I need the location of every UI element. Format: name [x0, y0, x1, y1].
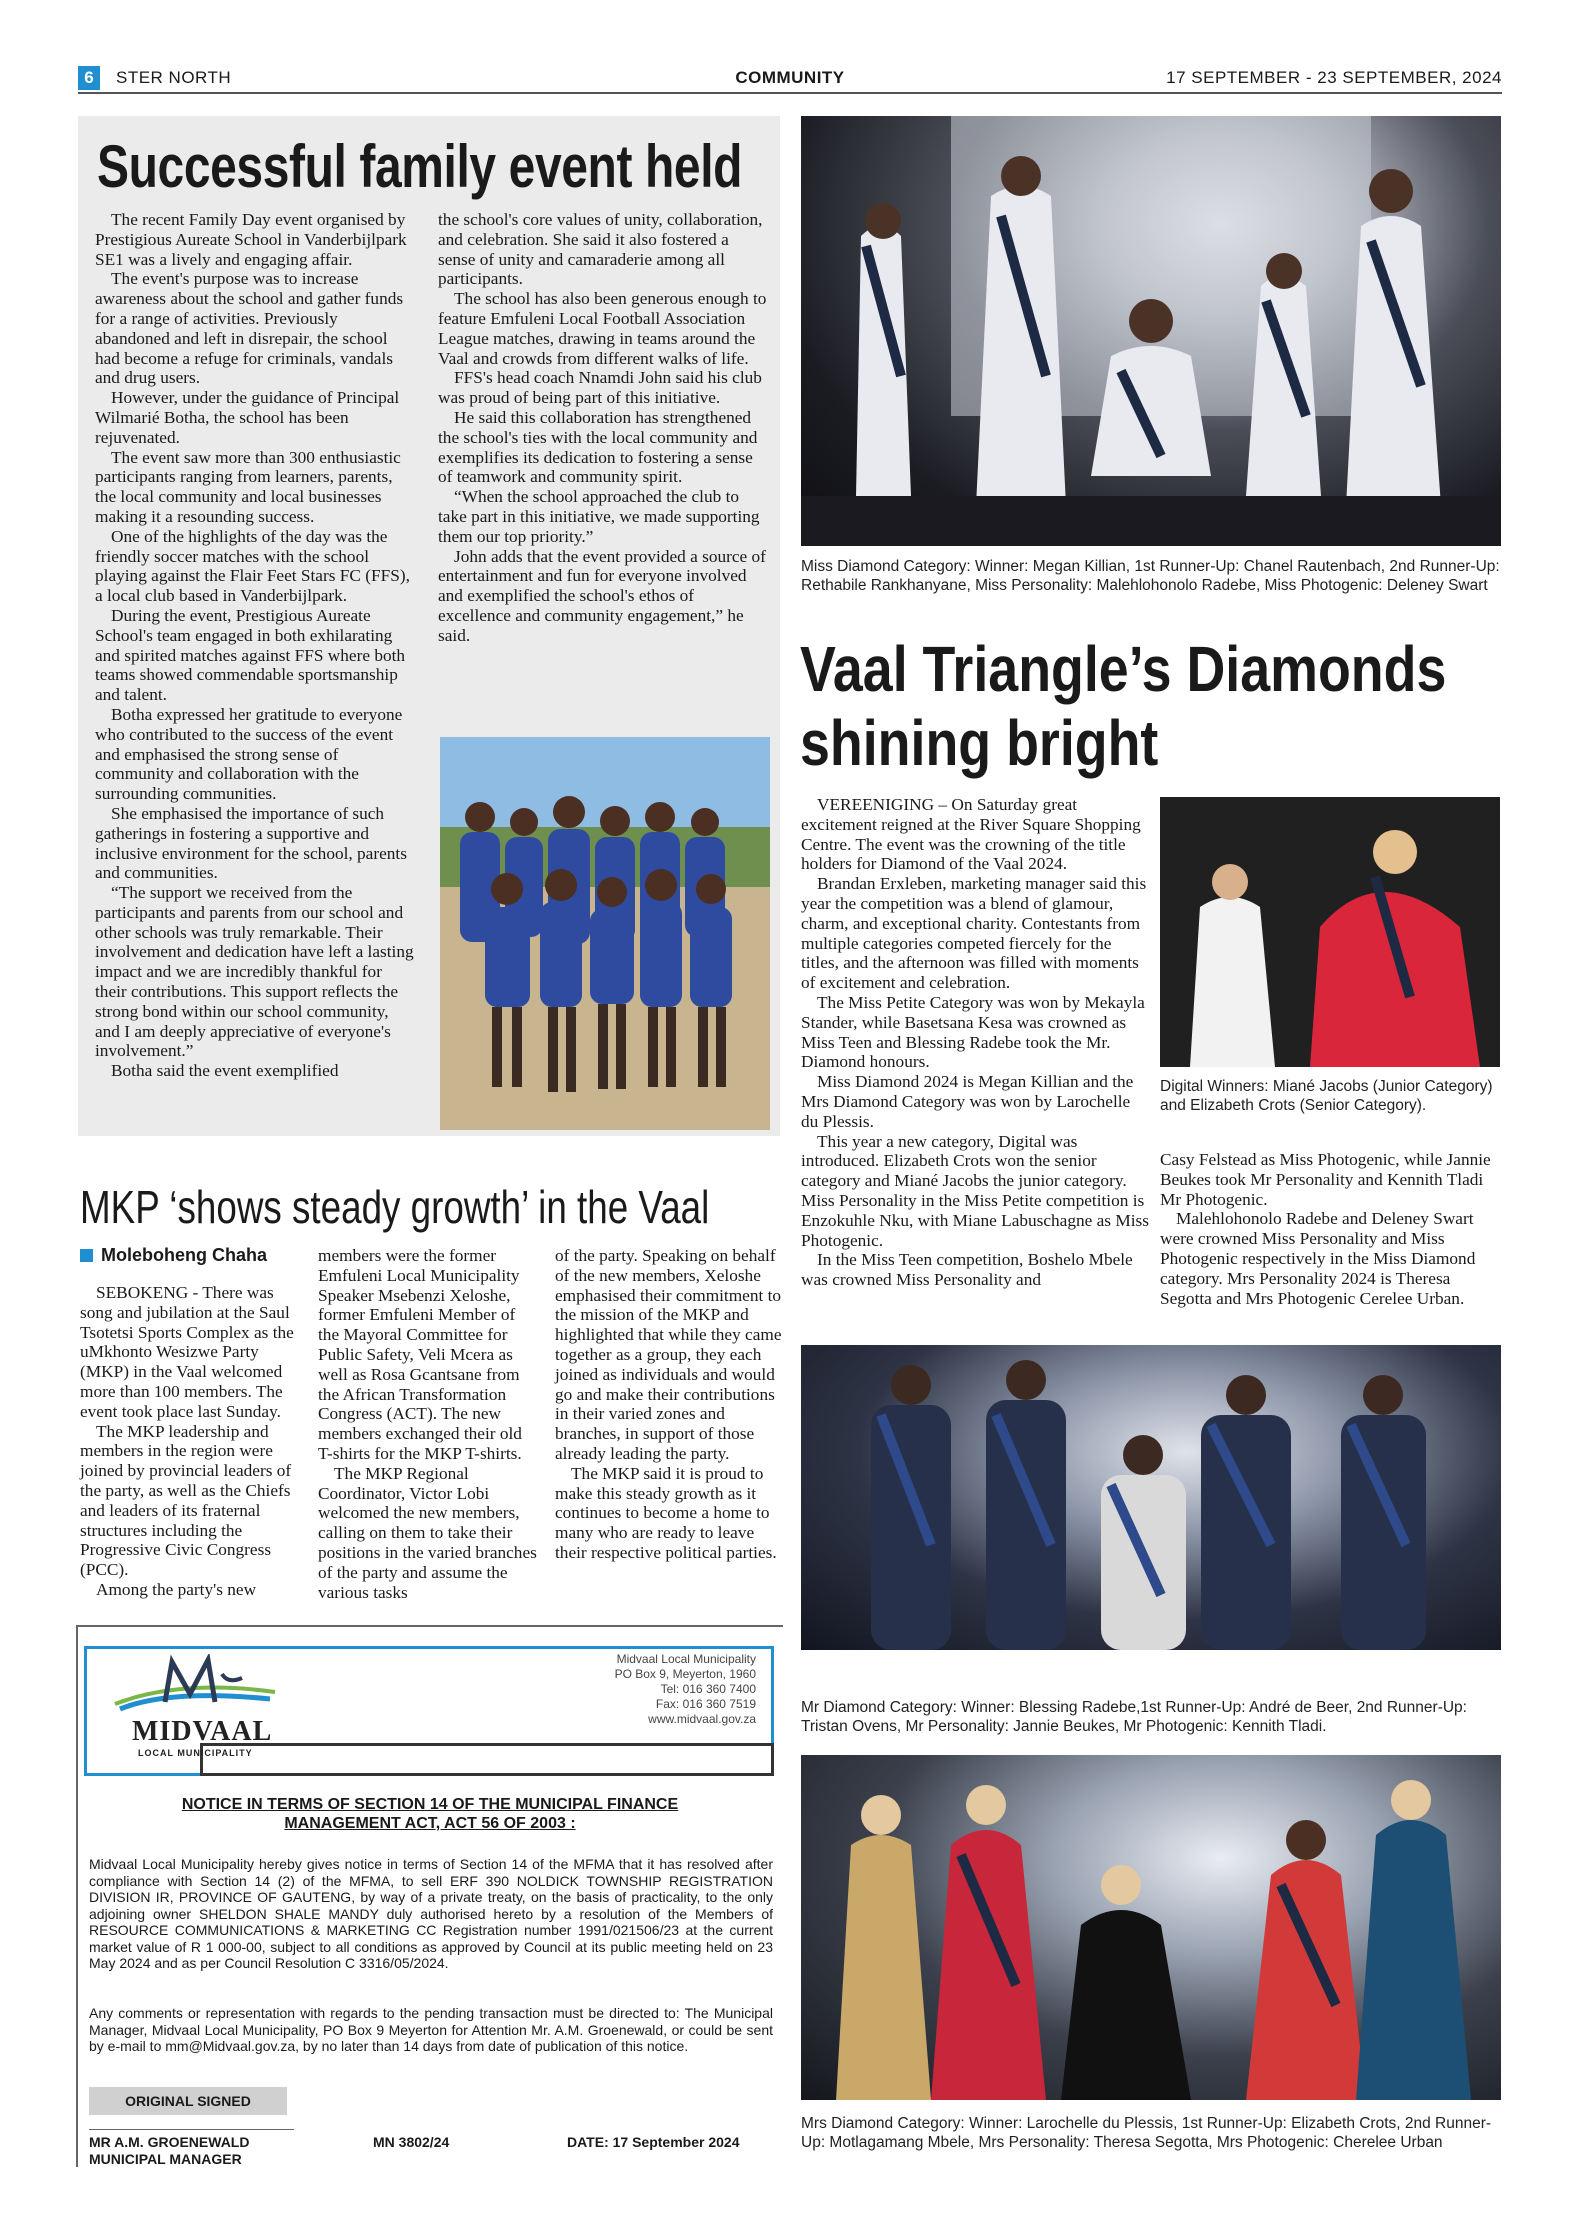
vaal-article-column-1: [801, 795, 1151, 1290]
paragraph: of the party. Speaking on behalf of the new members, Xeloshe emphasised their commitment to the mission of the MKP and highlighted that while they came together as a group, they each joined as individuals and would go and make their contributions in their varied zones and branches, in support of those already leading the party.: [555, 1246, 782, 1463]
signer: [89, 2134, 249, 2168]
byline-square-icon: [80, 1249, 93, 1262]
midvaal-logo-icon: [110, 1654, 280, 1716]
paragraph: members were the former Emfuleni Local Municipality Speaker Msebenzi Xeloshe, former Emfuleni Member of the Mayoral Committee for Public Safety, Veli Mcera as well as Rosa Gcantsane from the African Transformation Congress (ACT). The new members exchanged their old T-shirts for the MKP T-shirts.: [318, 1246, 522, 1463]
paragraph: Botha expressed her gratitude to everyone who contributed to the success of the event and emphasised the strong sense of community and collaboration with the surrounding communities.: [95, 704, 403, 804]
signer-title: MUNICIPAL MANAGER: [89, 2151, 242, 2167]
issue-date: 17 SEPTEMBER - 23 SEPTEMBER, 2024: [1166, 68, 1502, 87]
mr-diamond-photo: [801, 1345, 1501, 1650]
paragraph: One of the highlights of the day was the friendly soccer matches with the school playing against the Flair Feet Stars FC (FFS), a local club based in Vanderbijlpark.: [95, 526, 410, 606]
paragraph: Botha said the event exemplified: [111, 1061, 339, 1081]
family-article-column-1: [95, 210, 415, 1081]
paragraph: The MKP leadership and members in the region were joined by provincial leaders of the party, as well as the Chiefs and leaders of its fraternal structures including the Progressive Civic Congress (PCC).: [80, 1421, 292, 1580]
mkp-article-column-2: [318, 1246, 540, 1602]
mrs-diamond-caption: Mrs Diamond Category: Winner: Larochelle du Plessis, 1st Runner-Up: Elizabeth Crots, 2nd Runner-Up: Motlagamang Mbele, Mrs Personality: Theresa Segotta, Mrs Photogenic: Cherelee Urban: [801, 2115, 1492, 2151]
address-line: www.midvaal.gov.za: [648, 1712, 756, 1726]
logo-subtitle: LOCAL MUNICIPALITY: [138, 1748, 253, 1758]
byline-author: Moleboheng Chaha: [101, 1245, 267, 1265]
paragraph: Brandan Erxleben, marketing manager said this year the competition was a blend of glamour, charm, and exceptional charity. Contestants from multiple categories competed fiercely for the titles, and the afternoon was filled with moments of excitement and celebration.: [801, 874, 1147, 993]
family-article-column-2: [438, 210, 770, 646]
paragraph: “When the school approached the club to take part in this initiative, we made supporting them our top priority.”: [438, 487, 760, 546]
notice-title: [90, 1795, 770, 1833]
paragraph: The MKP said it is proud to make this steady growth as it continues to become a home to many who are ready to leave their respective political parties.: [555, 1463, 777, 1562]
mkp-article-title: MKP ‘shows steady growth’ in the Vaal: [80, 1181, 710, 1233]
digital-winners-illustration: [1160, 797, 1500, 1067]
family-article-title: Successful family event held: [97, 133, 743, 200]
vaal-article-column-2: [1160, 1150, 1500, 1308]
municipality-address: [615, 1652, 756, 1727]
paragraph: The Miss Petite Category was won by Mekayla Stander, while Basetsana Kesa was crowned as Miss Teen and Blessing Radebe took the Mr. Diamond honours.: [801, 992, 1145, 1072]
paragraph: During the event, Prestigious Aureate School's team engaged in both exhilarating and spirited matches against FFS where both teams showed commendable sportsmanship and talent.: [95, 605, 406, 705]
paragraph: Miss Diamond 2024 is Megan Killian and the Mrs Diamond Category was won by Larochelle du Plessis.: [801, 1072, 1134, 1131]
signer-name: MR A.M. GROENEWALD: [89, 2134, 250, 2150]
paragraph: VEREENIGING – On Saturday great excitement reigned at the River Square Shopping Centre. The event was the crowning of the title holders for Diamond of the Vaal 2024.: [801, 795, 1141, 874]
paragraph: Casy Felstead as Miss Photogenic, while Jannie Beukes took Mr Personality and Kennith Tladi Mr Photogenic.: [1160, 1150, 1491, 1209]
mkp-byline: [80, 1245, 267, 1266]
vaal-title-line: shining bright: [800, 707, 1159, 779]
address-line: Fax: 016 360 7519: [655, 1697, 756, 1711]
paragraph: Malehlohonolo Radebe and Deleney Swart were crowned Miss Personality and Miss Photogenic respectively in the Miss Diamond category. Mrs Personality 2024 is Theresa Segotta and Mrs Photogenic Cerelee Urban.: [1160, 1209, 1476, 1308]
paragraph: In the Miss Teen competition, Boshelo Mbele was crowned Miss Personality and: [801, 1250, 1133, 1290]
mrs-diamond-illustration: [801, 1755, 1501, 2100]
miss-diamond-photo: [801, 116, 1501, 546]
paragraph: She emphasised the importance of such gatherings in fostering a supportive and inclusive environment for the school, parents and communities.: [95, 803, 407, 883]
address-line: Tel: 016 360 7400: [660, 1682, 756, 1696]
mkp-article-column-3: [555, 1246, 783, 1563]
mr-diamond-illustration: [801, 1345, 1501, 1650]
notice-header-bar: [200, 1743, 774, 1776]
soccer-team-photo: [440, 737, 770, 1130]
paragraph: The recent Family Day event organised by Prestigious Aureate School in Vanderbijlpark SE1 was a lively and engaging affair.: [95, 210, 407, 269]
notice-date: DATE: 17 September 2024: [567, 2134, 740, 2150]
soccer-team-illustration: [440, 737, 770, 1130]
paragraph: the school's core values of unity, collaboration, and celebration. She said it also fostered a sense of unity and camaraderie among all participants.: [438, 210, 763, 289]
section-name: COMMUNITY: [735, 68, 845, 87]
paragraph: This year a new category, Digital was introduced. Elizabeth Crots won the senior category and Miané Jacobs the junior category. Miss Personality in the Miss Petite competition is Enzokuhle Nku, with Miane Labuschagne as Miss Photogenic.: [801, 1131, 1149, 1250]
paragraph: However, under the guidance of Principal Wilmarié Botha, the school has been rejuvenated.: [95, 388, 400, 447]
paragraph: “The support we received from the participants and parents from our school and other schools was truly remarkable. Their involvement and dedication have left a lasting impact and we are incredibly thankful for their contributions. This support reflects the strong bond within our school community, and I am deeply appreciative of everyone's involvement.”: [95, 883, 414, 1061]
paragraph: The event's purpose was to increase awareness about the school and gather funds for a range of activities. Previously abandoned and left in disrepair, the school had become a refuge for criminals, vandals and drug users.: [95, 269, 404, 388]
miss-diamond-illustration: [801, 116, 1501, 546]
paragraph: The school has also been generous enough to feature Emfuleni Local Football Association League matches, drawing in teams around the Vaal and crowds from different walks of life.: [438, 289, 767, 368]
vaal-article-title: [800, 632, 1446, 780]
digital-winners-caption: Digital Winners: Miané Jacobs (Junior Category) and Elizabeth Crots (Senior Category).: [1160, 1078, 1493, 1114]
address-line: PO Box 9, Meyerton, 1960: [614, 1667, 756, 1681]
signature-line: [89, 2129, 294, 2130]
page-header: [78, 66, 1502, 94]
paragraph: SEBOKENG - There was song and jubilation at the Saul Tsotetsi Sports Complex as the uMkhonto Wesizwe Party (MKP) in the Vaal welcomed more than 100 members. The event took place last Sunday.: [80, 1283, 294, 1421]
notice-comments: Any comments or representation with regards to the pending transaction must be directed to: The Municipal Manager, Midvaal Local Municipality, PO Box 9 Meyerton for Attention Mr. A.M. Groenewald, or could be sent by e-mail to mm@Midvaal.gov.za, by no later than 14 days from date of publication of this notice.: [89, 2005, 773, 2054]
notice-body: Midvaal Local Municipality hereby gives notice in terms of Section 14 of the MFMA that it has resolved after compliance with Section 14 (2) of the MFMA, to sell ERF 390 NOLDICK TOWNSHIP REGISTRATION DIVISION IR, PROVINCE OF GAUTENG, by way of a private treaty, on the basis of practicality, to the only adjoining owner SHELDON SHALE MANDY duly authorised hereto by a resolution of the Members of RESOURCE COMMUNICATIONS & MARKETING CC Registration number 1991/021506/23 at the current market value of R 1 000-00, subject to all conditions as approved by Council at its public meeting held on 23 May 2024 and as per Council Resolution C 3316/05/2024.: [89, 1856, 773, 1971]
notice-title-line: NOTICE IN TERMS OF SECTION 14 OF THE MUNICIPAL FINANCE: [181, 1796, 679, 1813]
miss-diamond-caption: Miss Diamond Category: Winner: Megan Killian, 1st Runner-Up: Chanel Rautenbach, 2nd Runner-Up: Rethabile Rankhanyane, Miss Personality: Malehlohonolo Radebe, Miss Photogenic: Deleney Swart: [801, 558, 1500, 594]
paragraph: Among the party's new: [96, 1579, 257, 1599]
address-line: Midvaal Local Municipality: [616, 1652, 756, 1666]
paragraph: The event saw more than 300 enthusiastic participants ranging from learners, parents, the local community and local businesses making it a resounding success.: [95, 447, 401, 526]
notice-title-line: MANAGEMENT ACT, ACT 56 OF 2003 :: [284, 1815, 576, 1832]
publication-name: STER NORTH: [116, 68, 232, 87]
paragraph: The MKP Regional Coordinator, Victor Lobi welcomed the new members, calling on them to take their positions in the varied branches of the party and assume the various tasks: [318, 1463, 537, 1602]
logo-wordmark: MIDVAAL: [132, 1716, 273, 1747]
mrs-diamond-photo: [801, 1755, 1501, 2100]
page-number: 6: [78, 66, 100, 90]
mkp-article-column-1: [80, 1283, 300, 1600]
vaal-title-line: Vaal Triangle’s Diamonds: [800, 633, 1447, 705]
digital-winners-photo: [1160, 797, 1500, 1067]
paragraph: FFS's head coach Nnamdi John said his club was proud of being part of this initiative.: [438, 368, 762, 408]
paragraph: He said this collaboration has strengthened the school's ties with the local community and exemplifies its dedication to fostering a sense of teamwork and community spirit.: [438, 407, 758, 487]
original-signed-label: ORIGINAL SIGNED: [89, 2087, 287, 2115]
paragraph: John adds that the event provided a source of entertainment and fun for everyone involved and exemplified the school's ethos of excellence and community engagement,” he said.: [438, 546, 766, 645]
mr-diamond-caption: Mr Diamond Category: Winner: Blessing Radebe,1st Runner-Up: André de Beer, 2nd Runner-Up: Tristan Ovens, Mr Personality: Jannie Beukes, Mr Photogenic: Kennith Tladi.: [801, 1699, 1467, 1735]
notice-number: MN 3802/24: [373, 2134, 450, 2150]
